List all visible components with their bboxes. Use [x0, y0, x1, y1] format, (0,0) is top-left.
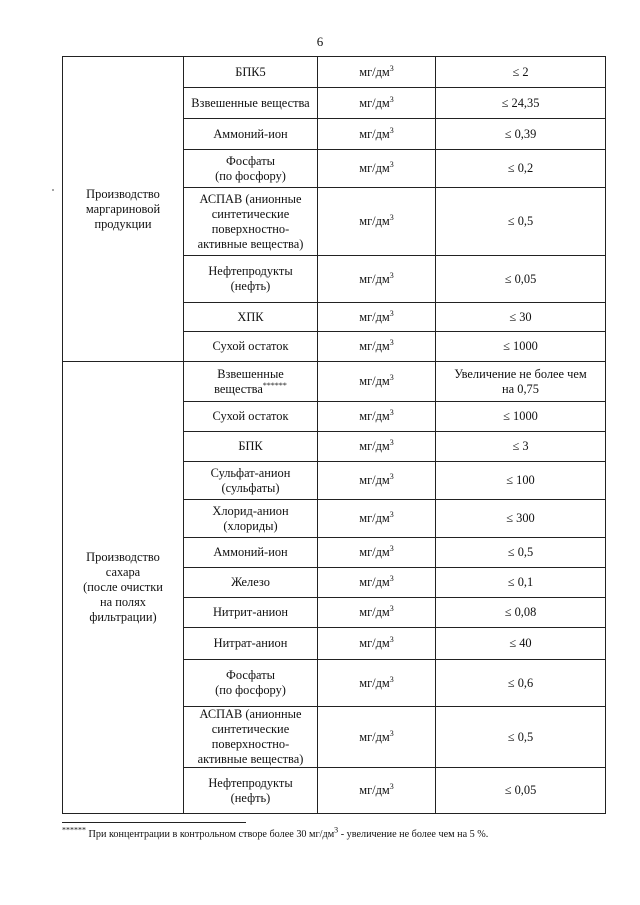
table-row — [63, 57, 606, 88]
footnote-text-before: При концентрации в контрольном створе более 30 мг/дм — [86, 829, 335, 840]
industry-cell: Производство маргариновой продукции — [63, 57, 184, 362]
indicator-cell — [184, 362, 318, 402]
indicator-cell — [184, 57, 318, 88]
unit-text: мг/дм — [359, 473, 390, 487]
indicator-cell — [184, 768, 318, 814]
indicator-cell — [184, 568, 318, 598]
unit-exponent: 3 — [389, 159, 394, 169]
indicator-name: Взвешенные вещества — [191, 95, 310, 110]
unit-cell — [318, 88, 436, 119]
unit-text: мг/дм — [359, 409, 390, 423]
unit-exponent: 3 — [389, 270, 394, 280]
norm-cell: ≤ 0,08 — [436, 598, 606, 628]
unit-cell — [318, 462, 436, 500]
unit-text: мг/дм — [359, 95, 390, 110]
indicator-name: Железо — [231, 575, 270, 589]
indicator-name: Сухой остаток — [212, 409, 289, 423]
indicator-name: Аммоний-ион — [213, 545, 288, 559]
norm-cell: ≤ 0,5 — [436, 707, 606, 768]
indicator-name: БПК — [238, 439, 263, 453]
unit-exponent: 3 — [389, 407, 394, 417]
unit-exponent: 3 — [389, 728, 394, 738]
unit-cell — [318, 332, 436, 362]
unit-text: мг/дм — [359, 675, 390, 690]
unit-cell — [318, 628, 436, 660]
unit-text: мг/дм — [359, 636, 390, 650]
unit-cell — [318, 119, 436, 150]
unit-exponent: 3 — [389, 543, 394, 553]
unit-cell — [318, 362, 436, 402]
unit-cell — [318, 768, 436, 814]
indicator-name: АСПАВ (анионные синтетические поверхностно- активные вещества) — [197, 707, 304, 766]
indicator-name: Нитрит-анион — [212, 605, 289, 619]
unit-text: мг/дм — [359, 575, 390, 589]
unit-exponent: 3 — [389, 337, 394, 347]
indicator-cell — [184, 598, 318, 628]
unit-cell — [318, 500, 436, 538]
indicator-name: ХПК — [237, 309, 264, 324]
unit-exponent: 3 — [389, 634, 394, 644]
unit-cell — [318, 402, 436, 432]
unit-exponent: 3 — [389, 94, 394, 104]
norm-cell: ≤ 0,6 — [436, 660, 606, 707]
industry-cell: Производство сахара (после очистки на полях фильтрации) — [63, 362, 184, 814]
indicator-cell — [184, 303, 318, 332]
table-row — [63, 362, 606, 402]
indicator-name: Аммоний-ион — [213, 126, 288, 141]
norm-cell: ≤ 24,35 — [436, 88, 606, 119]
unit-text: мг/дм — [359, 545, 390, 559]
norm-cell: ≤ 3 — [436, 432, 606, 462]
unit-text: мг/дм — [359, 214, 390, 228]
norm-cell: ≤ 0,39 — [436, 119, 606, 150]
unit-cell — [318, 432, 436, 462]
norm-cell: ≤ 0,1 — [436, 568, 606, 598]
indicator-name: АСПАВ (анионные синтетические поверхностно- активные вещества) — [197, 191, 304, 251]
unit-cell — [318, 188, 436, 256]
norm-cell: ≤ 100 — [436, 462, 606, 500]
footnote-reference-mark: ****** — [262, 380, 287, 390]
indicator-cell — [184, 628, 318, 660]
indicator-name: Сульфат-анион (сульфаты) — [210, 465, 291, 495]
unit-exponent: 3 — [389, 471, 394, 481]
norm-cell: ≤ 0,05 — [436, 256, 606, 303]
indicator-cell — [184, 332, 318, 362]
indicator-cell — [184, 150, 318, 188]
indicator-name: Сухой остаток — [212, 339, 289, 353]
unit-exponent: 3 — [389, 437, 394, 447]
indicator-name: Нитрат-анион — [213, 636, 288, 650]
norm-cell: ≤ 2 — [436, 57, 606, 88]
indicator-cell — [184, 402, 318, 432]
norm-cell: ≤ 1000 — [436, 402, 606, 432]
unit-exponent: 3 — [389, 63, 394, 73]
unit-cell — [318, 538, 436, 568]
unit-exponent: 3 — [389, 509, 394, 519]
unit-text: мг/дм — [359, 271, 390, 286]
norm-cell: Увеличение не более чем на 0,75 — [436, 362, 606, 402]
unit-text: мг/дм — [359, 605, 390, 619]
unit-exponent: 3 — [389, 674, 394, 684]
indicator-name: Фосфаты (по фосфору) — [215, 153, 286, 183]
unit-cell — [318, 256, 436, 303]
unit-text: мг/дм — [359, 126, 390, 141]
indicator-name: Фосфаты (по фосфору) — [215, 668, 286, 697]
unit-cell — [318, 303, 436, 332]
unit-exponent: 3 — [389, 308, 394, 318]
unit-text: мг/дм — [359, 339, 390, 353]
unit-cell — [318, 660, 436, 707]
scan-speck — [52, 189, 54, 191]
unit-text: мг/дм — [359, 64, 390, 79]
indicator-cell — [184, 500, 318, 538]
indicator-name: БПК5 — [235, 64, 266, 79]
norm-cell: ≤ 300 — [436, 500, 606, 538]
unit-exponent: 3 — [389, 125, 394, 135]
indicator-name: Нефтепродукты (нефть) — [208, 775, 293, 805]
page-number: 6 — [316, 34, 324, 49]
water-quality-norms-table — [62, 56, 606, 814]
indicator-cell — [184, 538, 318, 568]
norm-cell: ≤ 0,5 — [436, 188, 606, 256]
indicator-cell — [184, 256, 318, 303]
indicator-cell — [184, 119, 318, 150]
unit-cell — [318, 568, 436, 598]
footnote-text-after: - увеличение не более чем на 5 %. — [338, 829, 489, 840]
unit-text: мг/дм — [359, 729, 390, 744]
unit-cell — [318, 707, 436, 768]
unit-text: мг/дм — [359, 309, 390, 324]
unit-exponent: 3 — [389, 573, 394, 583]
norm-cell: ≤ 40 — [436, 628, 606, 660]
indicator-name: Хлорид-анион (хлориды) — [212, 503, 289, 533]
indicator-cell — [184, 462, 318, 500]
norm-cell: ≤ 0,5 — [436, 538, 606, 568]
footnote — [62, 825, 489, 840]
footnote-separator — [62, 822, 246, 823]
norm-cell: ≤ 1000 — [436, 332, 606, 362]
unit-text: мг/дм — [359, 161, 390, 175]
indicator-cell — [184, 707, 318, 768]
indicator-cell — [184, 88, 318, 119]
unit-exponent: 3 — [389, 212, 394, 222]
indicator-cell — [184, 432, 318, 462]
norm-cell: ≤ 0,05 — [436, 768, 606, 814]
unit-text: мг/дм — [359, 511, 390, 525]
unit-cell — [318, 150, 436, 188]
footnote-exponent: 3 — [334, 825, 339, 835]
norm-cell: ≤ 30 — [436, 303, 606, 332]
indicator-name: Нефтепродукты (нефть) — [208, 264, 293, 293]
unit-cell — [318, 598, 436, 628]
indicator-cell — [184, 660, 318, 707]
unit-exponent: 3 — [389, 603, 394, 613]
footnote-marker: ****** — [62, 825, 86, 835]
unit-text: мг/дм — [359, 783, 390, 797]
indicator-cell — [184, 188, 318, 256]
norm-cell: ≤ 0,2 — [436, 150, 606, 188]
unit-exponent: 3 — [389, 372, 394, 382]
indicator-name: Взвешенные вещества — [214, 366, 284, 396]
unit-cell — [318, 57, 436, 88]
unit-text: мг/дм — [359, 439, 390, 453]
unit-text: мг/дм — [359, 374, 390, 388]
unit-exponent: 3 — [389, 781, 394, 791]
